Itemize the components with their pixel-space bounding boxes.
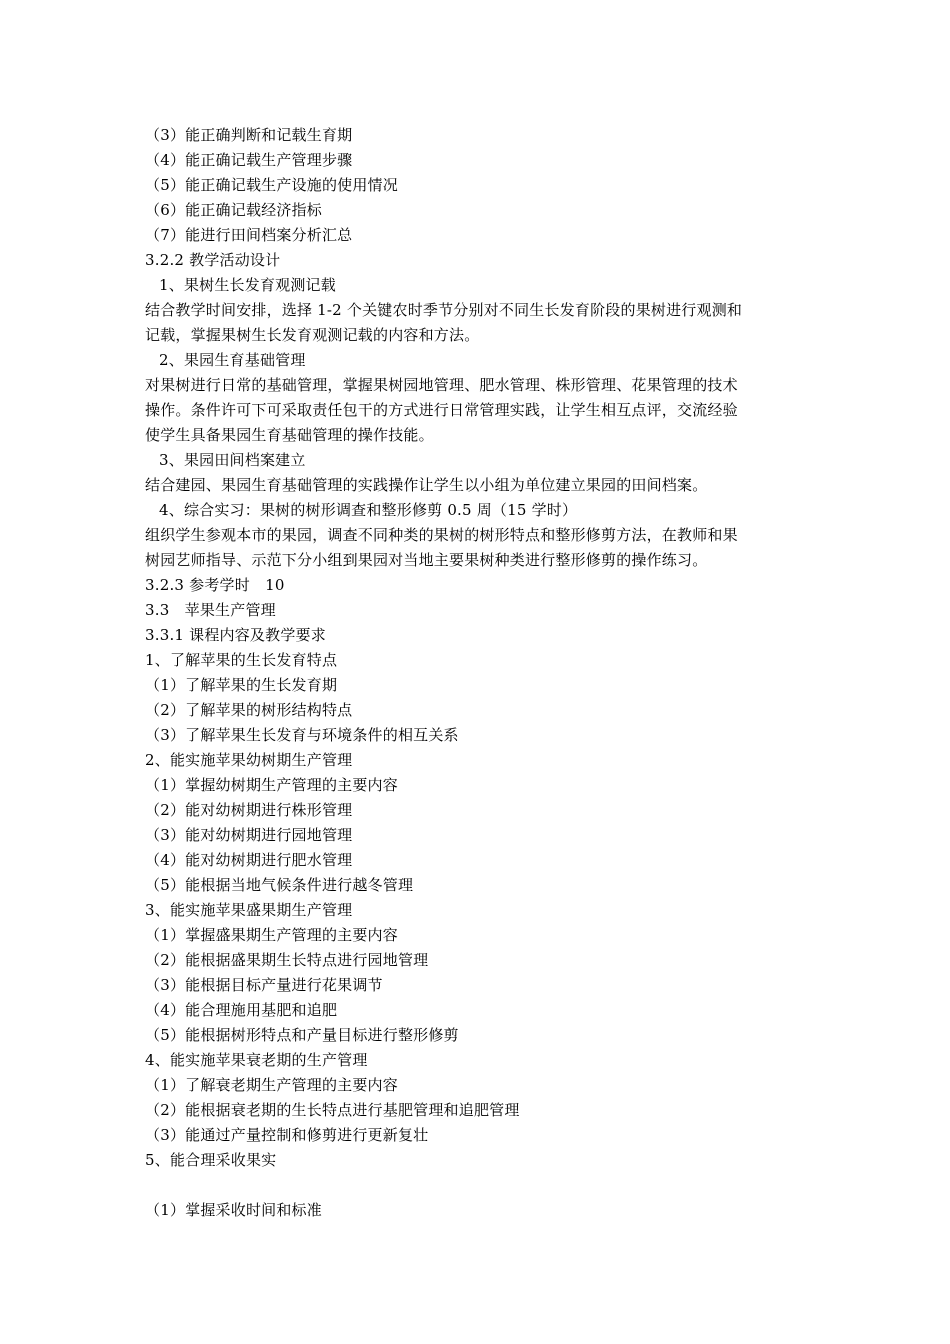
paragraph-line: 对果树进行日常的基础管理，掌握果树园地管理、肥水管理、株形管理、花果管理的技术 — [145, 376, 738, 394]
list-heading: 1、了解苹果的生长发育特点 — [145, 651, 338, 669]
list-item: （3）能对幼树期进行园地管理 — [145, 826, 353, 844]
text-line: （7）能进行田间档案分析汇总 — [145, 226, 353, 244]
list-item: （1）掌握幼树期生产管理的主要内容 — [145, 776, 398, 794]
list-heading: 3、能实施苹果盛果期生产管理 — [145, 901, 353, 919]
paragraph-line: 操作。条件许可下可采取责任包干的方式进行日常管理实践，让学生相互点评，交流经验 — [145, 401, 738, 419]
text-line: （6）能正确记载经济指标 — [145, 201, 322, 219]
text-line: （5）能正确记载生产设施的使用情况 — [145, 176, 398, 194]
paragraph-line: 记载，掌握果树生长发育观测记载的内容和方法。 — [145, 326, 480, 344]
section-heading: 3.2.3 参考学时 10 — [145, 576, 285, 594]
list-heading: 4、能实施苹果衰老期的生产管理 — [145, 1051, 368, 1069]
subsection-heading: 2、果园生育基础管理 — [159, 351, 306, 369]
list-heading: 2、能实施苹果幼树期生产管理 — [145, 751, 353, 769]
document-body — [145, 123, 815, 1223]
paragraph-line: 组织学生参观本市的果园，调查不同种类的果树的树形特点和整形修剪方法，在教师和果 — [145, 526, 738, 544]
blank-line — [145, 1173, 815, 1198]
list-heading: 5、能合理采收果实 — [145, 1151, 277, 1169]
list-item: （1）掌握盛果期生产管理的主要内容 — [145, 926, 398, 944]
list-item: （4）能合理施用基肥和追肥 — [145, 1001, 338, 1019]
list-item: （2）能根据盛果期生长特点进行园地管理 — [145, 951, 429, 969]
text-line: （3）能正确判断和记载生育期 — [145, 126, 353, 144]
section-heading: 3.3.1 课程内容及教学要求 — [145, 626, 326, 644]
list-item: （1）了解衰老期生产管理的主要内容 — [145, 1076, 398, 1094]
list-item: （2）了解苹果的树形结构特点 — [145, 701, 353, 719]
section-heading: 3.2.2 教学活动设计 — [145, 251, 281, 269]
paragraph-line: 结合教学时间安排，选择 1-2 个关键农时季节分别对不同生长发育阶段的果树进行观测和 — [145, 301, 743, 319]
subsection-heading: 3、果园田间档案建立 — [159, 451, 306, 469]
list-item: （5）能根据树形特点和产量目标进行整形修剪 — [145, 1026, 459, 1044]
list-item: （1）掌握采收时间和标准 — [145, 1201, 322, 1219]
list-item: （3）能通过产量控制和修剪进行更新复壮 — [145, 1126, 429, 1144]
text-line: （4）能正确记载生产管理步骤 — [145, 151, 353, 169]
list-item: （2）能根据衰老期的生长特点进行基肥管理和追肥管理 — [145, 1101, 520, 1119]
subsection-heading: 1、果树生长发育观测记载 — [159, 276, 336, 294]
list-item: （5）能根据当地气候条件进行越冬管理 — [145, 876, 414, 894]
paragraph-line: 树园艺师指导、示范下分小组到果园对当地主要果树种类进行整形修剪的操作练习。 — [145, 551, 708, 569]
list-item: （3）能根据目标产量进行花果调节 — [145, 976, 383, 994]
list-item: （3）了解苹果生长发育与环境条件的相互关系 — [145, 726, 459, 744]
paragraph-line: 使学生具备果园生育基础管理的操作技能。 — [145, 426, 434, 444]
paragraph-line: 结合建园、果园生育基础管理的实践操作让学生以小组为单位建立果园的田间档案。 — [145, 476, 708, 494]
subsection-heading: 4、综合实习：果树的树形调查和整形修剪 0.5 周（15 学时） — [159, 501, 578, 519]
list-item: （1）了解苹果的生长发育期 — [145, 676, 338, 694]
section-heading: 3.3 苹果生产管理 — [145, 601, 276, 619]
list-item: （4）能对幼树期进行肥水管理 — [145, 851, 353, 869]
list-item: （2）能对幼树期进行株形管理 — [145, 801, 353, 819]
